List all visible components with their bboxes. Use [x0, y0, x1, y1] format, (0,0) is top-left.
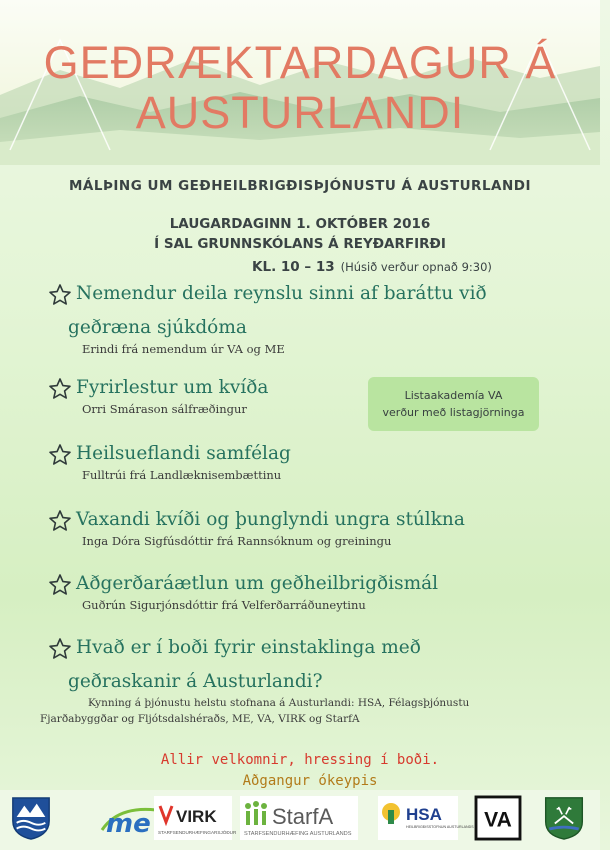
program-item	[48, 507, 465, 549]
me-school-logo	[98, 796, 160, 840]
virk-logo-text: VIRK	[176, 807, 217, 826]
hsa-logo-text: HSA	[406, 805, 442, 824]
program-item-speaker-continued: Fjarðabyggðar og Fljótsdalshéraðs, ME, VA, VIRK og StarfA	[40, 713, 360, 725]
art-academy-note	[368, 377, 539, 431]
free-entry-text: Aðgangur ókeypis	[242, 773, 378, 789]
event-time: KL. 10 – 13	[252, 259, 335, 275]
reindeer-shield-logo	[542, 796, 586, 840]
me-logo-text: me	[106, 809, 151, 839]
art-academy-note-line-1: Listaakademía VA	[404, 389, 503, 402]
program-item	[48, 281, 487, 357]
program-item-title-continued: geðræna sjúkdóma	[68, 317, 247, 338]
event-time-row	[252, 256, 492, 275]
program-item	[48, 441, 291, 483]
program-item-speaker: Orri Smárason sálfræðingur	[82, 402, 247, 416]
municipality-shield-logo	[10, 796, 52, 840]
program-item-title: Aðgerðaráætlun um geðheilbrigðismál	[76, 573, 439, 594]
program-item	[40, 635, 470, 727]
poster-title-line-1: GEÐRÆKTARDAGUR Á	[43, 37, 557, 88]
program-item-title: Vaxandi kvíði og þunglyndi ungra stúlkna	[76, 509, 465, 530]
program-item-speaker: Fulltrúi frá Landlæknisembættinu	[82, 468, 282, 482]
opening-note: (Húsið verður opnað 9:30)	[340, 260, 492, 274]
program-item-title: Nemendur deila reynslu sinni af baráttu við	[76, 283, 487, 304]
starfa-logo	[240, 796, 358, 840]
event-location: Í SAL GRUNNSKÓLANS Á REYÐARFIRÐI	[154, 236, 446, 252]
header-banner	[0, 0, 600, 165]
art-academy-note-line-2: verður með listagjörninga	[382, 406, 525, 419]
program-item-speaker: Guðrún Sigurjónsdóttir frá Velferðarráðuneytinu	[82, 598, 366, 612]
star-outline-icon	[48, 377, 72, 401]
virk-logo	[154, 796, 237, 840]
event-date: LAUGARDAGINN 1. OKTÓBER 2016	[169, 216, 431, 232]
program-item-title: Hvað er í boði fyrir einstaklinga með	[76, 637, 421, 658]
program-item-title-continued: geðraskanir á Austurlandi?	[68, 671, 323, 692]
sponsor-logos	[0, 790, 600, 850]
star-outline-icon	[48, 283, 72, 307]
poster-subtitle: MÁLÞING UM GEÐHEILBRIGÐISÞJÓNUSTU Á AUSTURLANDI	[68, 178, 532, 194]
starfa-logo-text: StarfA	[272, 804, 334, 829]
va-school-logo	[474, 796, 522, 840]
virk-logo-subtext: STARFSENDURHÆFINGARSJÓÐUR	[158, 830, 237, 835]
program-item	[48, 571, 438, 613]
star-outline-icon	[48, 443, 72, 467]
hsa-logo	[378, 796, 474, 840]
va-logo-text: VA	[484, 808, 512, 832]
program-item-title: Fyrirlestur um kvíða	[76, 377, 269, 398]
program-item	[48, 375, 268, 417]
program-item-title: Heilsueflandi samfélag	[76, 443, 291, 464]
star-outline-icon	[48, 637, 72, 661]
program-item-speaker: Inga Dóra Sigfúsdóttir frá Rannsóknum og greiningu	[82, 534, 392, 548]
star-outline-icon	[48, 509, 72, 533]
star-outline-icon	[48, 573, 72, 597]
program-item-speaker: Kynning á þjónustu helstu stofnana á Austurlandi: HSA, Félagsþjónustu	[88, 697, 470, 709]
hsa-logo-subtext: HEILBRIGÐISSTOFNUN AUSTURLANDS	[406, 825, 474, 829]
welcome-text: Allir velkomnir, hressing í boði.	[160, 752, 440, 768]
program-item-speaker: Erindi frá nemendum úr VA og ME	[82, 342, 285, 356]
poster-title-line-2: AUSTURLANDI	[135, 87, 465, 138]
starfa-logo-subtext: STARFSENDURHÆFING AUSTURLANDS	[244, 831, 352, 837]
